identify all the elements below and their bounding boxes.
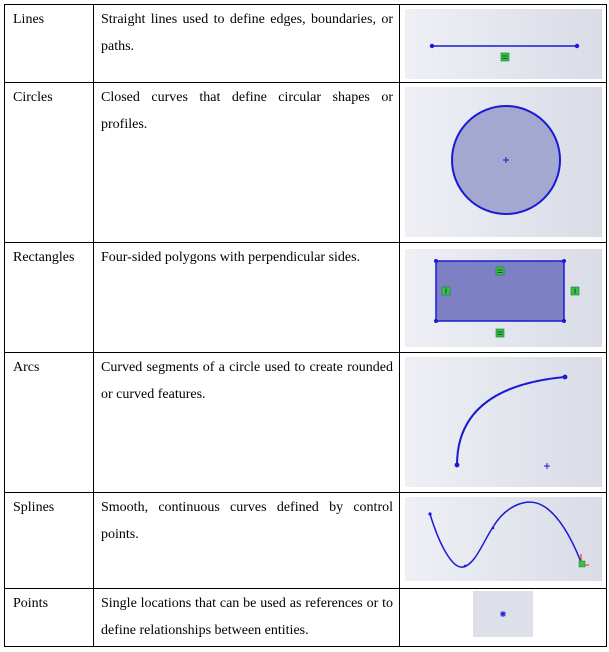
entity-name: Splines xyxy=(13,500,55,515)
table-row xyxy=(5,243,607,353)
entity-description: Closed curves that define circular shapes or profiles. xyxy=(101,90,393,132)
table-row xyxy=(5,353,607,493)
arc-sketch-icon xyxy=(405,357,602,487)
circle-sketch-icon xyxy=(405,87,602,237)
table-row xyxy=(5,589,607,647)
sketch-entities-table xyxy=(4,4,607,647)
entity-name: Arcs xyxy=(13,360,40,375)
table-row xyxy=(5,83,607,243)
entity-description: Straight lines used to define edges, boundaries, or paths. xyxy=(101,12,393,54)
entity-description: Single locations that can be used as references or to define relationships between entities. xyxy=(101,596,393,638)
entity-description: Curved segments of a circle used to create rounded or curved features. xyxy=(101,360,393,402)
entity-name: Rectangles xyxy=(13,250,75,265)
entity-description: Four-sided polygons with perpendicular sides. xyxy=(101,250,361,265)
entity-description: Smooth, continuous curves defined by control points. xyxy=(101,500,393,542)
table-row xyxy=(5,5,607,83)
point-sketch-icon xyxy=(473,591,533,637)
entity-name: Circles xyxy=(13,90,53,105)
line-sketch-icon xyxy=(405,9,602,79)
entity-name: Lines xyxy=(13,12,45,27)
rectangle-sketch-icon xyxy=(405,249,602,347)
entity-name: Points xyxy=(13,596,49,611)
table-row xyxy=(5,493,607,589)
spline-sketch-icon xyxy=(405,497,602,581)
